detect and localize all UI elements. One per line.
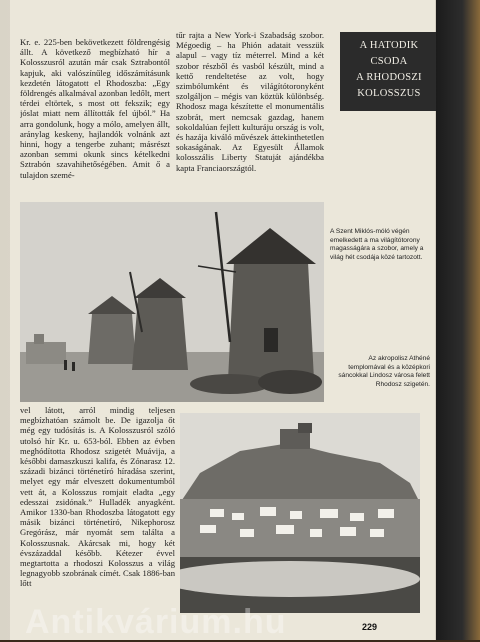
book-binding xyxy=(436,0,480,640)
column-1-text: Kr. e. 225-ben bekövetkezett földrengésig állt. A következő megbízható hír a Kolosszusról azután már csak Sztrabontól kapjuk, aki valószínűleg időszámításunk kezdetén látogatott el Rhodoszba: „Egy földrengés alkalmával azonban ledőlt, mert térdei eltörtek, s most ott fekszik; egy jóslat miatt nem állították fel újból.” Ha arra gondolunk, hogy a mólo, amelyen állt, aránylag keskeny, hajlandók volnánk azt hinni, hogy a tengerbe zuhant; másrészt azonban semmi okunk sincs kételkedni Sztrabón szavahihetőségében. Amit ő a tulajdon szemé- xyxy=(20,37,170,180)
caption-bottom-text: Az akropolisz Athéné templomával és a középkori sáncokkal Lindosz városa felett Rhodosz szigetén. xyxy=(338,355,430,388)
text-column-1 xyxy=(20,37,170,197)
heading-line-3: A RHODOSZI xyxy=(356,72,422,83)
caption-top xyxy=(330,228,430,262)
caption-top-text: A Szent Miklós-móló végén emelkedett a ma világítótorony magasságára a szobor, amely a világ hét csodája közé tartozott. xyxy=(330,228,424,261)
caption-bottom xyxy=(330,355,430,389)
chapter-heading-box xyxy=(340,32,438,111)
text-column-3 xyxy=(20,405,175,615)
watermark: Antikvárium.hu xyxy=(25,603,287,641)
column-3-text: vel látott, arról mindig teljesen megbízhatóan számolt be. De igazolja őt még egy tudósítás is. A Kolosszusról szóló utolsó hír Kr. u. 653-ból. Ebben az évben meghódította Rhodosz szigetét Muávija, a későbbi damaszkuszi kalifa, és Zónarasz 12. századi bizánci történetíró híradása szerint, melyet egy már elveszett dokumentumból vett át, a Kolosszus romjait eladta „egy edesszai zsidónak.” Hulladék anyagként. Amikor 1330-ban Rhodoszba látogatott egy másik bizánci történetíró, Nikephorosz Gregórász, már nyomát sem találta a Kolosszusnak. Akárcsak mi, hogy két évszázaddal később. Kétezer évvel megtartotta a rhodoszi Kolosszus a világ legnagyobb szobrának címét. Csak 1886-ban lőtt xyxy=(20,405,175,589)
windmills-photo xyxy=(20,202,324,402)
text-column-2 xyxy=(176,30,324,198)
column-2-text: tűr rajta a New York-i Szabadság szobor. Mégoedig – ha Phión adatait vesszük alapul – vagy tíz méterrel. Mind a két szobor részből és vasból készült, mind a kettő rendeltetése az volt, hogy szimbólumként és világítótoronyként szolgáljon – mégis van köztük különbség. Rhodosz maga készítette el monumentális szobrát, mert nemcsak gazdag, hanem sokoldalúan fejlett kulturáju ország is volt, és hazája kiváló művészek áttekinthetetlen sokaságának. Az Egyesült Államok kolosszális Liberty Statuját ajándékba kapta Franciaországtól. xyxy=(176,30,324,173)
heading-line-4: KOLOSSZUS xyxy=(357,88,421,99)
page-number: 229 xyxy=(362,622,378,632)
lindos-illustration xyxy=(180,413,420,613)
windmills-illustration xyxy=(20,202,324,402)
book-page xyxy=(10,0,435,640)
heading-line-2: CSODA xyxy=(370,56,408,67)
lindos-photo xyxy=(180,413,420,613)
heading-line-1: A HATODIK xyxy=(359,40,419,51)
